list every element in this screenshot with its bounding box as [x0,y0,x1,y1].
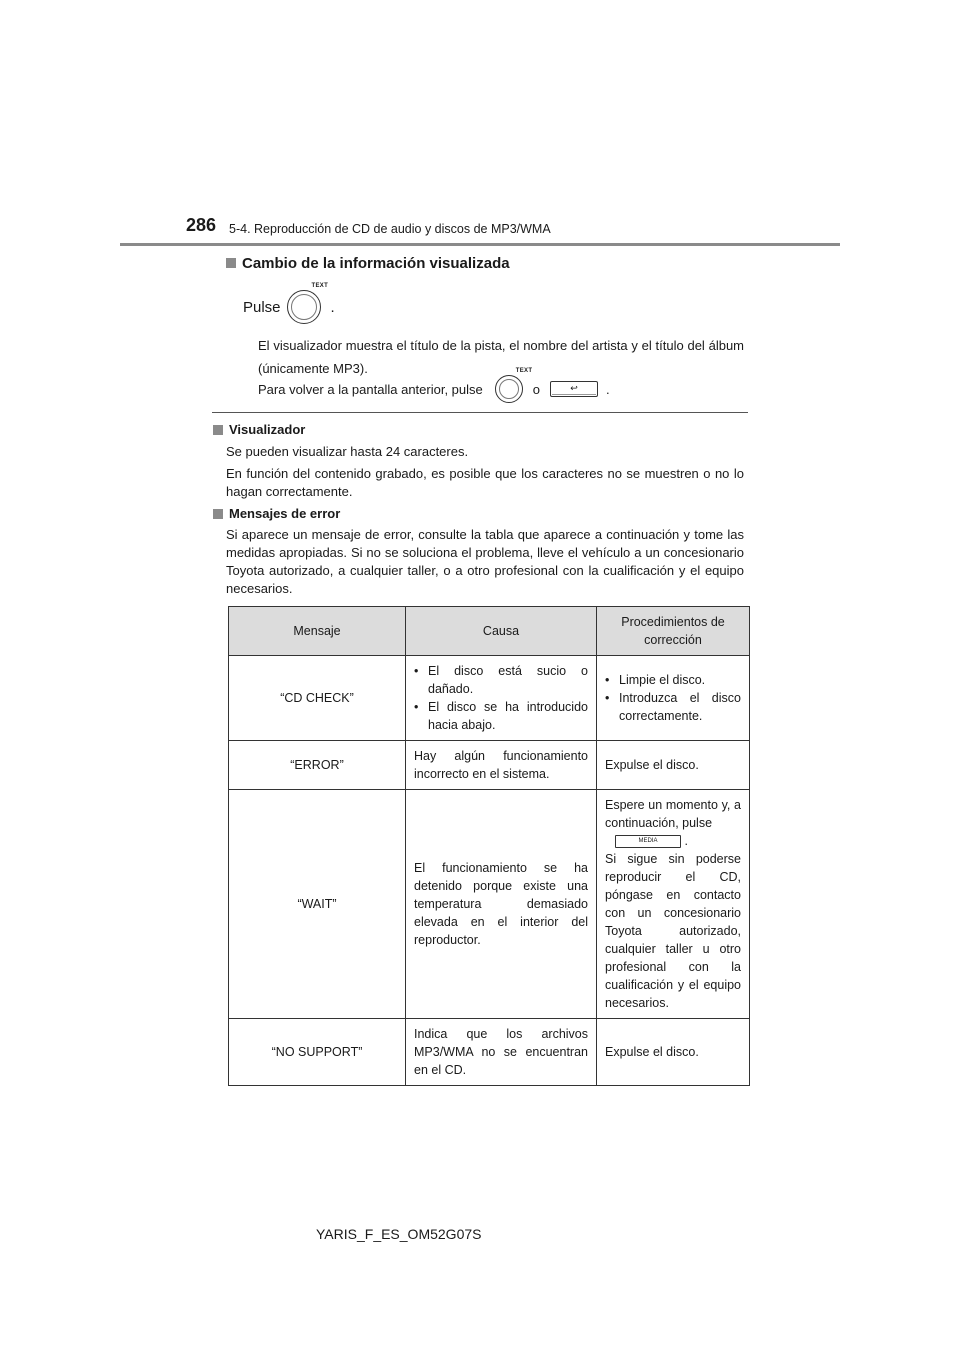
fix-cell: Expulse el disco. [597,741,750,790]
message-cell: “WAIT” [229,790,406,1019]
pulse-suffix: . [330,298,335,316]
errors-intro: Si aparece un mensaje de error, consulte la tabla que aparece a continuación y tome las medidas apropiadas. Si no se soluciona el problema, lleve el vehículo a un concesionario Toyota autorizado, a cualquier taller, o a otro profesional con la cualificación y el equipo necesarios. [226,527,744,596]
header-procedimientos: Procedimientos de corrección [597,607,750,656]
square-bullet-icon [226,258,236,268]
table-row [229,790,750,1019]
error-messages-table [228,606,750,1086]
display-note-1: Se pueden visualizar hasta 24 caracteres. [226,444,469,459]
back-or: o [532,381,540,397]
heading-visualizador: Visualizador [213,422,305,437]
header-causa: Causa [406,607,597,656]
display-note-2: En función del contenido grabado, es posible que los caracteres no se muestren o no lo hagan correctamente. [226,466,744,499]
heading-mensajes-error: Mensajes de error [213,506,340,521]
table-header-row [229,607,750,656]
table-row [229,741,750,790]
pulse-instruction [243,283,335,324]
back-instruction [258,368,610,403]
message-cell: “NO SUPPORT” [229,1019,406,1086]
text-knob-icon: TEXT [495,375,523,403]
heading-display-change: Cambio de la información visualizada [226,255,510,272]
back-text: Para volver a la pantalla anterior, pulse [258,381,483,397]
back-suffix: . [605,381,610,397]
text-knob-icon: TEXT [287,290,321,324]
square-bullet-icon [213,509,223,519]
cause-cell: Indica que los archivos MP3/WMA no se encuentran en el CD. [406,1019,597,1086]
list-item: • Introduzca el disco correctamente. [605,689,741,725]
square-bullet-icon [213,425,223,435]
header-divider [120,243,840,246]
header-mensaje: Mensaje [229,607,406,656]
fix-cell: Expulse el disco. [597,1019,750,1086]
cause-cell: Hay algún funcionamiento incorrecto en el sistema. [406,741,597,790]
display-description: El visualizador muestra el título de la pista, el nombre del artista y el título del álbum (únicamente MP3). [258,338,744,376]
section-title: 5-4. Reproducción de CD de audio y discos de MP3/WMA [229,222,551,236]
message-cell: “CD CHECK” [229,656,406,741]
fix-step-1: Espere un momento y, a continuación, pulse MEDIA . [605,798,741,848]
pulse-label: Pulse [243,298,281,316]
back-button-icon: ↩ [550,381,598,397]
message-cell: “ERROR” [229,741,406,790]
cause-cell [406,656,597,741]
fix-cell [597,790,750,1019]
cause-cell: El funcionamiento se ha detenido porque existe una temperatura demasiado elevada en el interior del reproductor. [406,790,597,1019]
list-item: • El disco está sucio o dañado. [414,662,588,698]
table-row [229,656,750,741]
table-row [229,1019,750,1086]
fix-step-2: Si sigue sin poderse reproducir el CD, póngase en contacto con un concesionario Toyota autorizado, cualquier taller u otro profesional con la cualificación y el equipo necesarios. [605,852,741,1010]
section-divider [212,412,748,413]
page-number: 286 [186,215,217,235]
media-button-icon: MEDIA [615,835,681,848]
fix-cell [597,656,750,741]
list-item: • El disco se ha introducido hacia abajo. [414,698,588,734]
document-code: YARIS_F_ES_OM52G07S [316,1226,482,1242]
list-item: • Limpie el disco. [605,671,741,689]
